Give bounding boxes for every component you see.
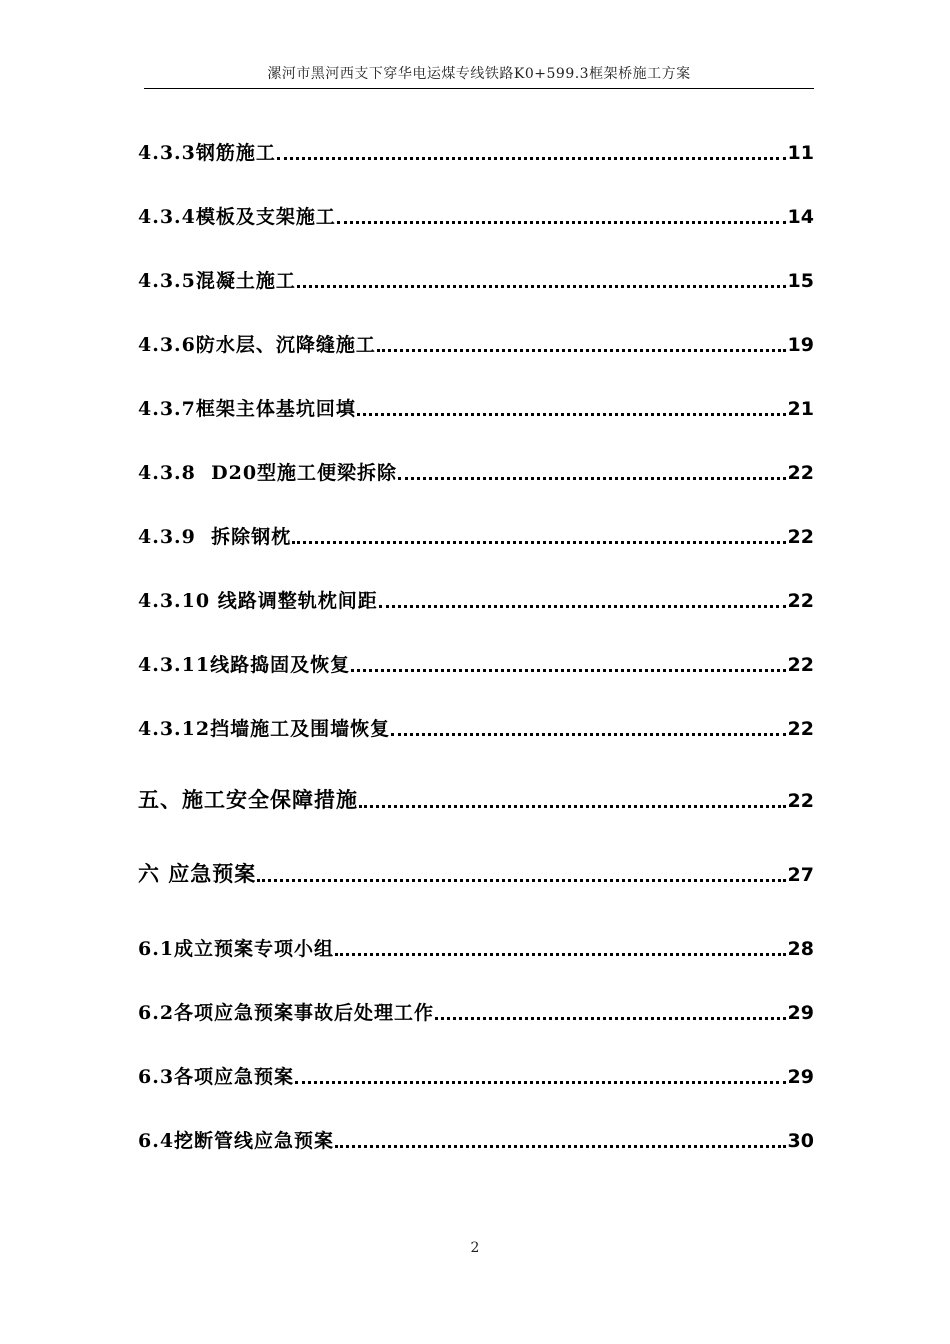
toc-leader-dots [257,879,785,882]
table-of-contents [138,0,814,1200]
toc-entry-title: 4.3.5混凝土施工 [138,270,296,292]
toc-entry[interactable] [138,1126,814,1154]
toc-entry-page: 22 [787,654,814,676]
toc-entry-title: 4.3.11线路捣固及恢复 [138,654,351,676]
toc-entry-page: 14 [787,206,814,228]
toc-entry[interactable] [138,714,814,742]
toc-leader-dots [335,953,785,956]
toc-entry-chapter[interactable] [138,784,814,814]
toc-leader-dots [277,157,786,160]
toc-entry[interactable] [138,650,814,678]
toc-entry-title: 五、施工安全保障措施 [138,787,358,812]
toc-entry[interactable] [138,522,814,550]
toc-entry[interactable] [138,138,814,166]
toc-leader-dots [351,669,785,672]
toc-entry-page: 28 [787,938,814,960]
toc-entry-page: 22 [787,462,814,484]
toc-entry[interactable] [138,458,814,486]
toc-entry-page: 22 [787,718,814,740]
toc-leader-dots [335,1145,785,1148]
toc-entry[interactable] [138,330,814,358]
toc-entry[interactable] [138,1062,814,1090]
toc-leader-dots [435,1017,785,1020]
toc-entry[interactable] [138,202,814,230]
toc-entry-page: 11 [787,142,814,164]
toc-entry-title: 6.2各项应急预案事故后处理工作 [138,1002,435,1024]
page-number: 2 [470,1240,480,1256]
toc-entry-chapter[interactable] [138,858,814,888]
toc-leader-dots [295,1081,785,1084]
toc-leader-dots [292,541,785,544]
toc-entry[interactable] [138,266,814,294]
toc-leader-dots [379,605,786,608]
toc-entry[interactable] [138,394,814,422]
toc-entry-title: 六 应急预案 [138,861,257,886]
toc-entry-title: 4.3.9 拆除钢枕 [138,526,292,548]
toc-entry[interactable] [138,586,814,614]
toc-entry-page: 22 [787,790,814,812]
toc-entry-page: 15 [787,270,814,292]
toc-entry-title: 4.3.8 D20型施工便梁拆除 [138,462,398,484]
toc-leader-dots [337,221,786,224]
toc-entry-title: 4.3.12挡墙施工及围墙恢复 [138,718,391,740]
toc-entry-title: 4.3.6防水层、沉降缝施工 [138,334,376,356]
toc-entry-title: 4.3.3钢筋施工 [138,142,276,164]
toc-entry[interactable] [138,998,814,1026]
toc-entry-title: 4.3.7框架主体基坑回填 [138,398,356,420]
toc-entry-title: 6.4挖断管线应急预案 [138,1130,335,1152]
toc-entry-page: 22 [787,590,814,612]
toc-leader-dots [398,477,786,480]
toc-entry-page: 22 [787,526,814,548]
toc-leader-dots [357,413,786,416]
toc-entry-page: 29 [787,1066,814,1088]
toc-entry-title: 6.3各项应急预案 [138,1066,295,1088]
toc-entry-page: 27 [787,864,814,886]
toc-entry-page: 29 [787,1002,814,1024]
toc-entry-page: 30 [787,1130,814,1152]
toc-entry-page: 21 [787,398,814,420]
toc-leader-dots [297,285,786,288]
toc-entry-page: 19 [787,334,814,356]
toc-entry-title: 4.3.4模板及支架施工 [138,206,336,228]
toc-entry[interactable] [138,934,814,962]
toc-leader-dots [377,349,786,352]
toc-entry-title: 4.3.10 线路调整轨枕间距 [138,590,378,612]
toc-entry-title: 6.1成立预案专项小组 [138,938,335,960]
header-title: 漯河市黑河西支下穿华电运煤专线铁路K0+599.3框架桥施工方案 [267,66,691,82]
toc-leader-dots [359,805,786,808]
toc-leader-dots [391,733,785,736]
